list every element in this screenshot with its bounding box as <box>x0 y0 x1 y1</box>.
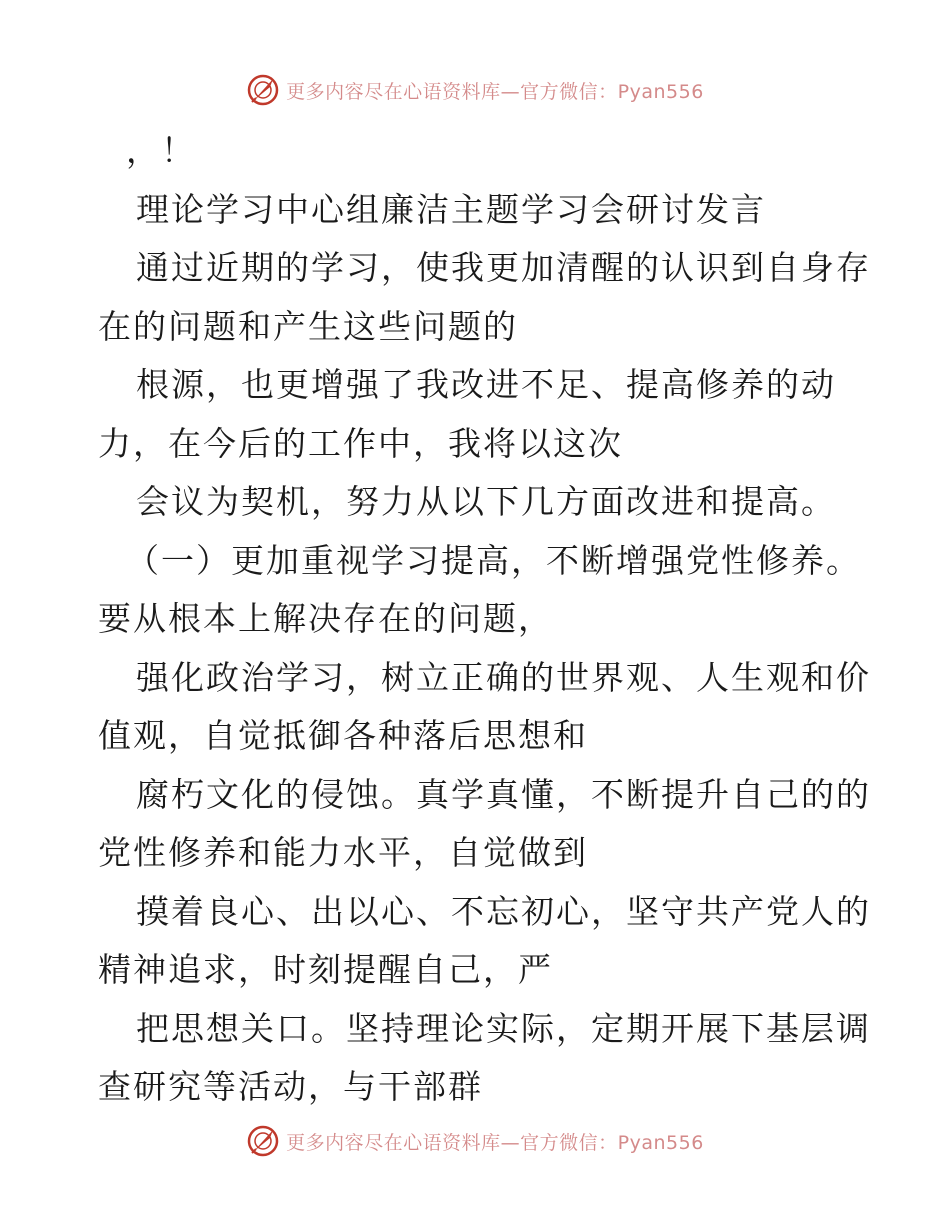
document-body <box>98 122 871 1117</box>
footer-watermark <box>0 1121 950 1161</box>
document-title: 理论学习中心组廉洁主题学习会研讨发言 <box>136 189 766 229</box>
paragraph-line: 摸着良心、出以心、不忘初心，坚守共产党人的 <box>136 891 871 931</box>
paragraph-line: 通过近期的学习，使我更加清醒的认识到自身存 <box>136 248 871 287</box>
paragraph-line: 要从根本上解决存在的问题， <box>98 599 553 638</box>
paragraph-line: 根源，也更增强了我改进不足、提高修养的动 <box>136 365 836 404</box>
paragraph-line: 在的问题和产生这些问题的 <box>98 306 518 346</box>
footer-watermark-inner <box>246 1124 704 1158</box>
paragraph-line: 查研究等活动，与干部群 <box>98 1067 483 1106</box>
header-watermark-inner <box>246 73 704 107</box>
header-watermark <box>0 70 950 110</box>
section-heading: （一）更加重视学习提高，不断增强党性修养。 <box>126 540 861 580</box>
quill-logo-icon <box>246 1124 280 1158</box>
footer-watermark-text: 更多内容尽在心语资料库—官方微信：Pyan556 <box>286 1131 704 1154</box>
paragraph-line: 把思想关口。坚持理论实际，定期开展下基层调 <box>136 1008 871 1048</box>
paragraph-line: 会议为契机，努力从以下几方面改进和提高。 <box>136 482 836 521</box>
quill-logo-icon <box>246 73 280 107</box>
paragraph-line: 力，在今后的工作中，我将以这次 <box>98 423 623 463</box>
paragraph-line: 腐朽文化的侵蚀。真学真懂，不断提升自己的的 <box>136 774 871 814</box>
punctuation-line: ，！ <box>126 131 196 170</box>
paragraph-line: 强化政治学习，树立正确的世界观、人生观和价 <box>136 657 871 697</box>
paragraph-line: 精神追求，时刻提醒自己，严 <box>98 950 553 989</box>
paragraph-line: 党性修养和能力水平，自觉做到 <box>98 833 588 872</box>
paragraph-line: 值观，自觉抵御各种落后思想和 <box>98 716 588 755</box>
header-watermark-text: 更多内容尽在心语资料库—官方微信：Pyan556 <box>286 80 704 103</box>
